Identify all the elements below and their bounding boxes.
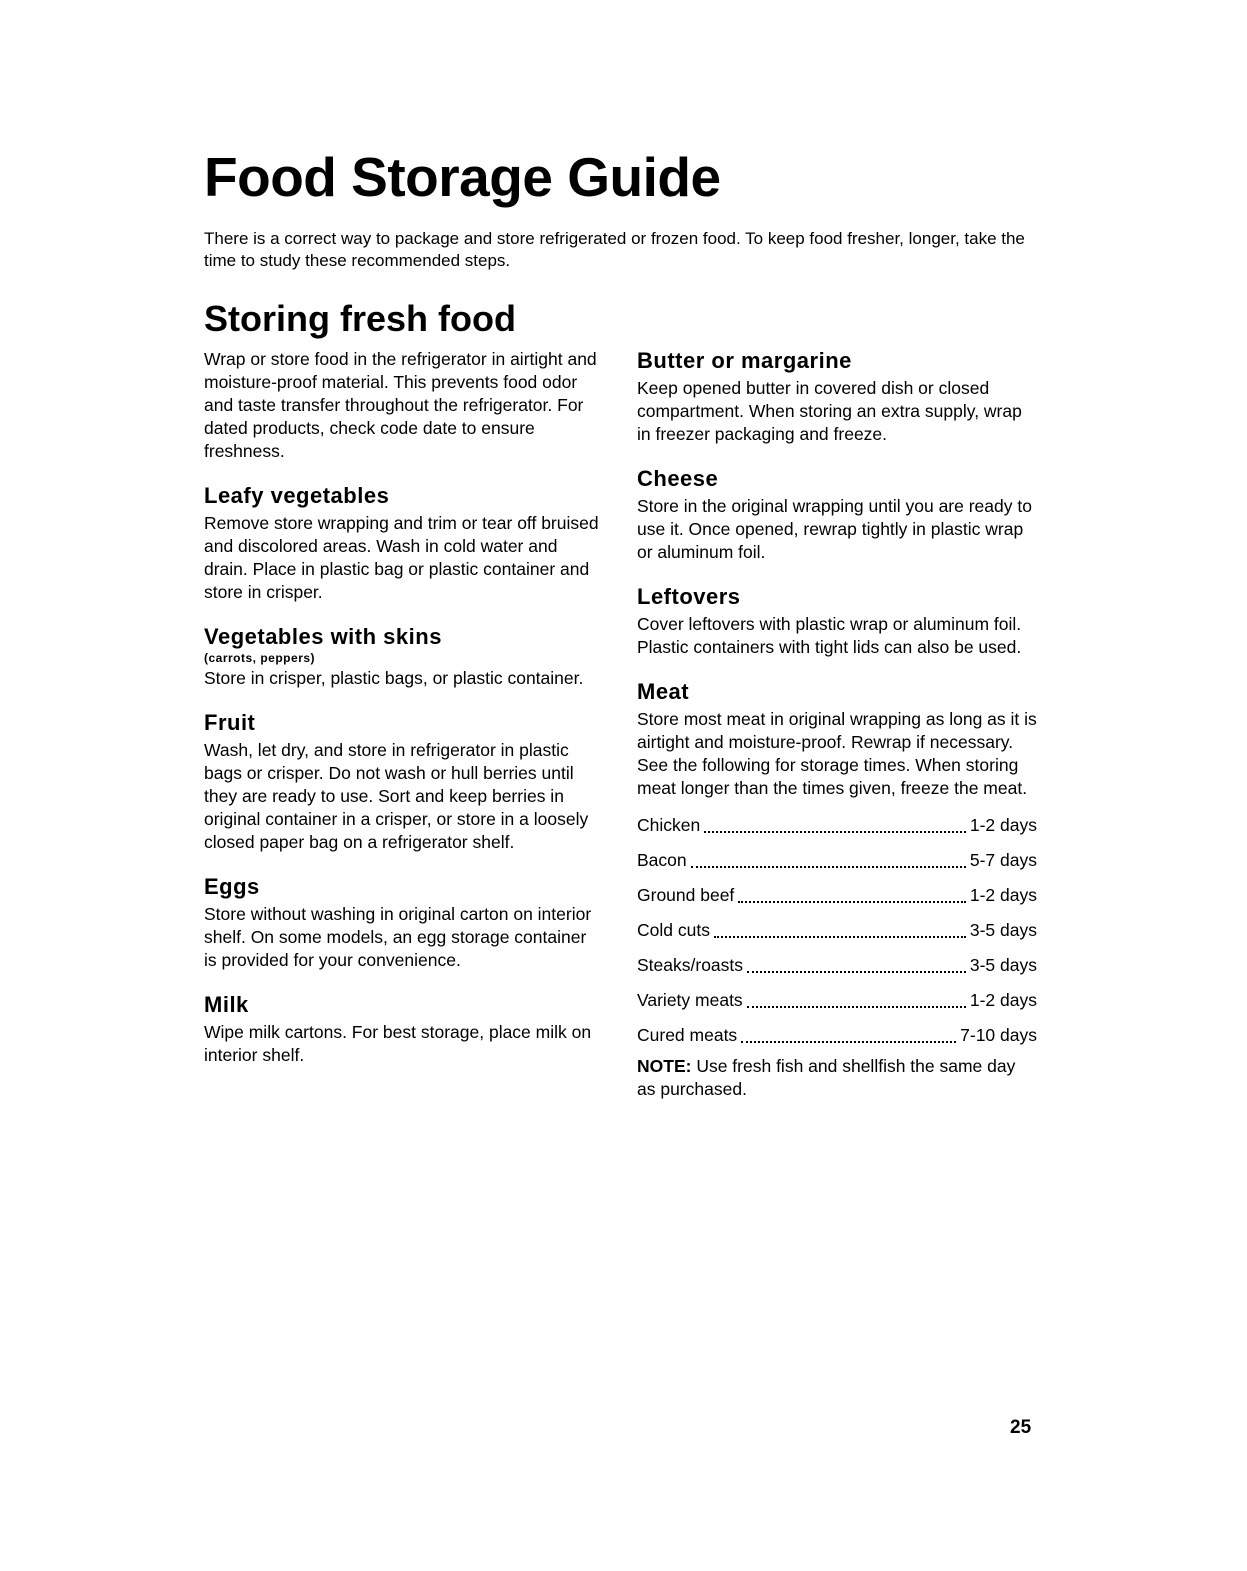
meat-row-ground-beef: [637, 878, 1037, 913]
leftovers-text: Cover leftovers with plastic wrap or aluminum foil. Plastic containers with tight lids can also be used.: [637, 614, 1022, 657]
dot-leader: [738, 901, 966, 903]
dot-leader: [747, 971, 966, 973]
meat-row-cured-meats: [637, 1018, 1037, 1053]
meat-name: Cold cuts: [637, 920, 710, 940]
cheese-text: Store in the original wrapping until you are ready to use it. Once opened, rewrap tightly in plastic wrap or aluminum foil.: [637, 496, 1032, 562]
meat-days: 1-2 days: [969, 885, 1037, 905]
page-number: 25: [1010, 1417, 1032, 1438]
meat-days: 7-10 days: [960, 1025, 1037, 1045]
fruit-text: Wash, let dry, and store in refrigerator in plastic bags or crisper. Do not wash or hull berries until they are ready to use. Sort and keep berries in original container in a crisper, or store in a loosely closed paper bag on a refrigerator shelf.: [204, 740, 589, 852]
vegetables-skins-subheading: (carrots, peppers): [204, 651, 316, 665]
meat-heading: Meat: [637, 679, 690, 704]
meat-name: Bacon: [637, 850, 687, 870]
dot-leader: [741, 1041, 956, 1043]
meat-name: Ground beef: [637, 885, 735, 905]
cheese-heading: Cheese: [637, 466, 719, 491]
meat-row-variety-meats: [637, 983, 1037, 1018]
leafy-vegetables-text: Remove store wrapping and trim or tear off bruised and discolored areas. Wash in cold water and drain. Place in plastic bag or plastic container and store in crisper.: [204, 513, 599, 602]
meat-name: Steaks/roasts: [637, 955, 744, 975]
eggs-heading: Eggs: [204, 874, 260, 899]
vegetables-skins-heading: Vegetables with skins: [204, 624, 442, 649]
fruit-heading: Fruit: [204, 710, 256, 735]
eggs-text: Store without washing in original carton on interior shelf. On some models, an egg storage container is provided for your convenience.: [204, 904, 592, 970]
meat-row-chicken: [637, 808, 1037, 843]
meat-row-cold-cuts: [637, 913, 1037, 948]
dot-leader: [714, 936, 966, 938]
meat-text: Store most meat in original wrapping as long as it is airtight and moisture-proof. Rewrap if necessary. See the following for storage times. When storing meat longer than the times given, freeze the meat.: [637, 709, 1037, 798]
leafy-vegetables-heading: Leafy vegetables: [204, 483, 390, 508]
meat-storage-table: [637, 808, 1037, 1053]
left-column: [204, 348, 599, 1087]
meat-name: Variety meats: [637, 990, 743, 1010]
general-storage-text: Wrap or store food in the refrigerator in airtight and moisture-proof material. This prevents food odor and taste transfer throughout the refrigerator. For dated products, check code date to ensure freshness.: [204, 349, 597, 461]
meat-days: 3-5 days: [969, 920, 1037, 940]
meat-days: 1-2 days: [969, 990, 1037, 1010]
meat-name: Chicken: [637, 815, 701, 835]
milk-text: Wipe milk cartons. For best storage, place milk on interior shelf.: [204, 1022, 592, 1065]
meat-days: 3-5 days: [969, 955, 1037, 975]
note-text: Use fresh fish and shellfish the same day as purchased.: [637, 1056, 1016, 1099]
butter-heading: Butter or margarine: [637, 348, 852, 373]
intro-text: There is a correct way to package and store refrigerated or frozen food. To keep food fresher, longer, take the time to study these recommended steps.: [204, 229, 1025, 270]
section-title: Storing fresh food: [204, 298, 516, 339]
meat-days: 5-7 days: [969, 850, 1037, 870]
dot-leader: [704, 831, 966, 833]
page-title: Food Storage Guide: [204, 146, 721, 208]
butter-text: Keep opened butter in covered dish or closed compartment. When storing an extra supply, wrap in freezer packaging and freeze.: [637, 378, 1022, 444]
meat-block: [637, 679, 1037, 1101]
milk-heading: Milk: [204, 992, 249, 1017]
vegetables-skins-block: [204, 624, 599, 690]
note-label: NOTE:: [637, 1056, 692, 1076]
leafy-vegetables-block: [204, 483, 599, 604]
meat-row-bacon: [637, 843, 1037, 878]
leftovers-heading: Leftovers: [637, 584, 741, 609]
fruit-block: [204, 710, 599, 854]
dot-leader: [691, 866, 966, 868]
cheese-block: [637, 466, 1037, 564]
meat-days: 1-2 days: [969, 815, 1037, 835]
butter-block: [637, 348, 1037, 446]
dot-leader: [747, 1006, 966, 1008]
meat-row-steaks-roasts: [637, 948, 1037, 983]
meat-name: Cured meats: [637, 1025, 738, 1045]
leftovers-block: [637, 584, 1037, 659]
eggs-block: [204, 874, 599, 972]
milk-block: [204, 992, 599, 1067]
general-storage-block: [204, 348, 599, 463]
right-column: [637, 348, 1037, 1121]
vegetables-skins-text: Store in crisper, plastic bags, or plastic container.: [204, 668, 584, 688]
note: [637, 1055, 1037, 1101]
